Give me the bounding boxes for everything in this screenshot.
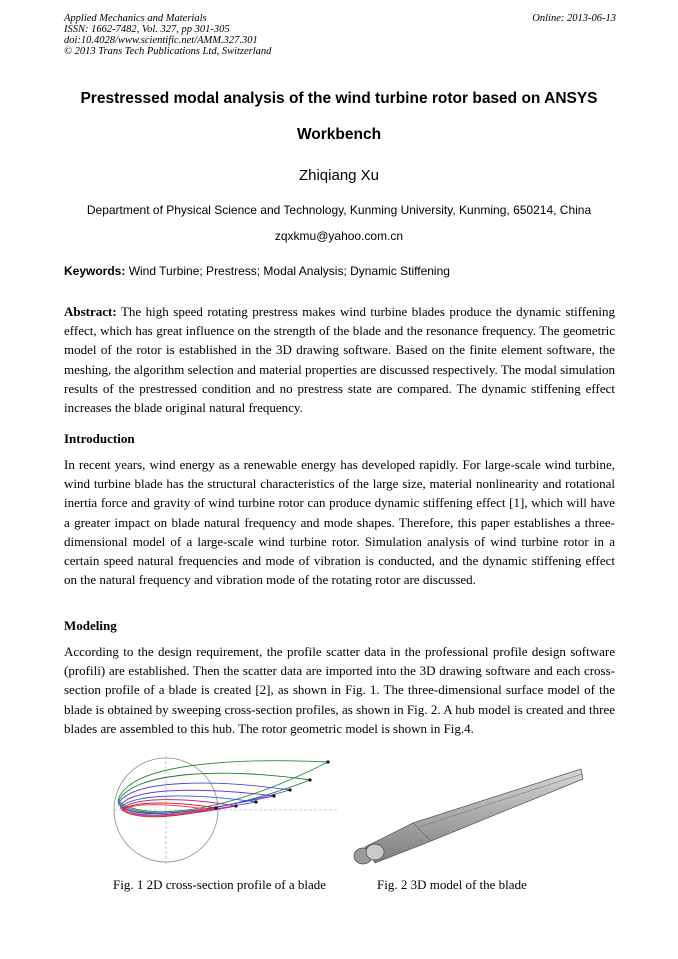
abstract-label: Abstract: [64, 304, 117, 319]
copyright-line: © 2013 Trans Tech Publications Ltd, Switzerland [64, 46, 272, 57]
online-date: Online: 2013-06-13 [532, 13, 616, 24]
blade-root-cylinder [366, 844, 384, 860]
figure-1-caption: Fig. 1 2D cross-section profile of a blade [113, 877, 327, 892]
modeling-text: According to the design requirement, the profile scatter data in the professional profile design software (profili) are established. Then the scatter data are imported into the 3D drawing software and each cross-section profile of a blade is created [2], as shown in Fig. 1. The three-dimensional surface model of the blade is obtained by sweeping cross-section profiles, as shown in Fig. 2. A hub model is created and three blades are assembled to this hub. The rotor geometric model is shown in Fig.4. [64, 644, 615, 736]
keywords-text: Wind Turbine; Prestress; Modal Analysis; Dynamic Stiffening [125, 264, 450, 278]
keywords-label: Keywords: [64, 264, 126, 278]
paper-title-line-1: Prestressed modal analysis of the wind turbine rotor based on ANSYS [80, 90, 598, 107]
paper-title-line-2: Workbench [296, 126, 382, 143]
affiliation: Department of Physical Science and Technology, Kunming University, Kunming, 650214, China [86, 203, 592, 217]
blade-spar-line [419, 774, 582, 827]
keywords [64, 264, 450, 278]
figure-2-3d-blade-model [345, 765, 590, 870]
figure-2-caption: Fig. 2 3D model of the blade [377, 877, 527, 892]
figure-1-cross-section-profiles [110, 752, 340, 872]
abstract-text: The high speed rotating prestress makes wind turbine blades produce the dynamic stiffening effect, which has great influence on the strength of the blade and the resonance frequency. The geometric model of the rotor is established in the 3D drawing software. Based on the finite element software, the meshing, the algorithm selection and material properties are discussed respectively. The modal simulation results of the prestressed condition and no prestress state are compared. The dynamic stiffening effect increases the blade original natural frequency. [64, 304, 615, 416]
author-email: zqxkmu@yahoo.com.cn [274, 229, 404, 243]
abstract [64, 302, 615, 417]
journal-name: Applied Mechanics and Materials [64, 13, 207, 24]
introduction-text: In recent years, wind energy as a renewable energy has developed rapidly. For large-scale wind turbine, wind turbine blade has the structural characteristics of the large size, material nonlinearity and rotational inertia force and gravity of wind turbine rotor can produce dynamic stiffening effect [1], which will have a greater impact on blade natural frequency and mode shapes. Therefore, this paper establishes a three-dimensional model of a large-scale wind turbine rotor. Simulation analysis of wind turbine rotor in a certain speed natural frequencies and mode of vibration is conducted, and the dynamic stiffening effect on the natural frequency and vibration mode of the rotating rotor are discussed. [64, 457, 615, 588]
author-name: Zhiqiang Xu [298, 167, 380, 184]
profile-curves [118, 761, 328, 817]
profile-endpoints [214, 760, 329, 809]
issn-line: ISSN: 1662-7482, Vol. 327, pp 301-305 [64, 24, 230, 35]
page-header [64, 13, 616, 57]
doi-line: doi:10.4028/www.scientific.net/AMM.327.301 [64, 35, 258, 46]
blade-body [365, 769, 583, 863]
introduction-heading: Introduction [64, 431, 135, 446]
modeling-heading: Modeling [64, 618, 117, 633]
